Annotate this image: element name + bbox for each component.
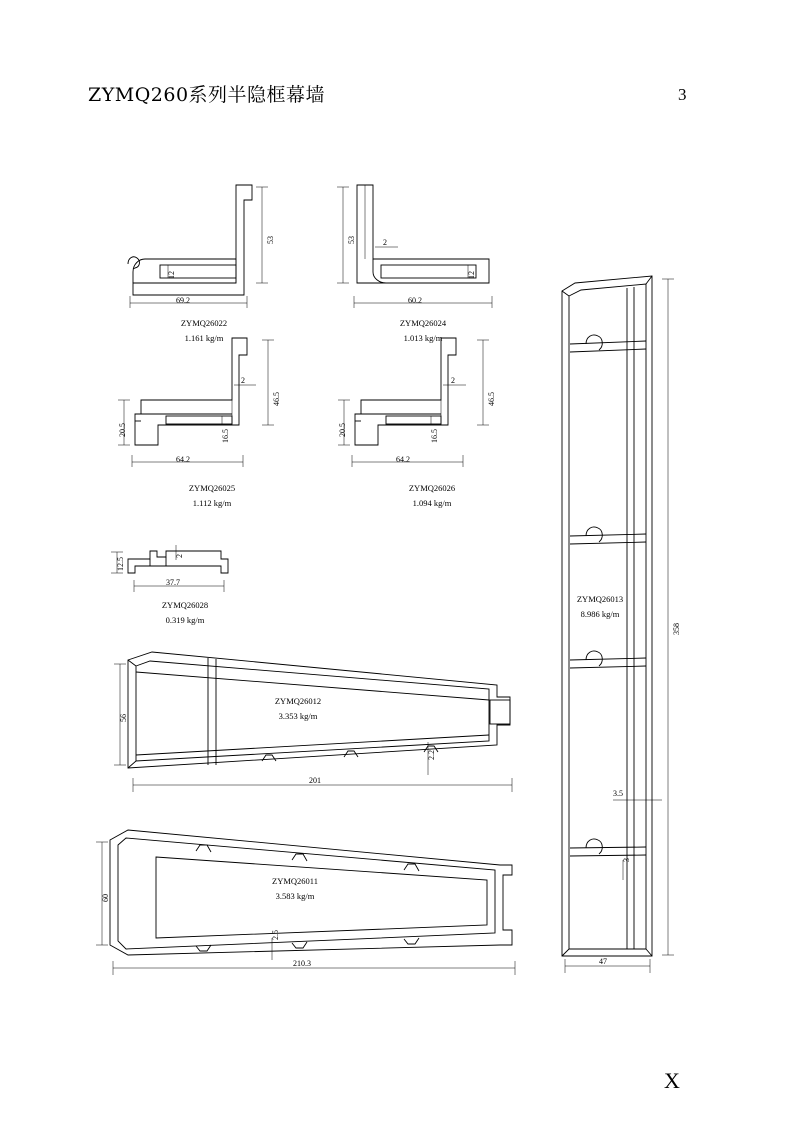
code-zymq26024: ZYMQ26024 <box>399 318 447 328</box>
code-zymq26025: ZYMQ26025 <box>188 483 236 493</box>
dim-p13-width: 47 <box>599 957 607 966</box>
dim-p25-inner: 16.5 <box>221 429 230 443</box>
dim-p11-height: 60 <box>101 894 110 902</box>
dim-p13-height: 358 <box>672 623 681 635</box>
dim-p25-width: 64.2 <box>176 455 190 464</box>
dim-p24-height: 53 <box>347 236 356 244</box>
weight-zymq26024: 1.013 kg/m <box>403 333 443 343</box>
weight-zymq26012: 3.353 kg/m <box>278 711 318 721</box>
weight-zymq26028: 0.319 kg/m <box>165 615 205 625</box>
dim-p28-thickness: 2 <box>175 554 184 558</box>
weight-zymq26022: 1.161 kg/m <box>184 333 224 343</box>
dim-p22-height: 53 <box>266 236 275 244</box>
dim-p22-inner: 12 <box>167 271 176 279</box>
weight-zymq26025: 1.112 kg/m <box>192 498 232 508</box>
dim-p24-thickness: 2 <box>383 238 387 247</box>
code-zymq26012: ZYMQ26012 <box>274 696 322 706</box>
dim-p25-thickness: 2 <box>241 376 245 385</box>
dim-p26-thickness: 2 <box>451 376 455 385</box>
dim-p25-height: 46.5 <box>272 392 281 406</box>
dim-p13-thickness-b: 3 <box>622 858 631 862</box>
dim-p28-height: 12.5 <box>116 557 125 571</box>
code-zymq26013: ZYMQ26013 <box>576 594 624 604</box>
dim-p22-width: 69.2 <box>176 296 190 305</box>
dim-p26-height: 46.5 <box>487 392 496 406</box>
weight-zymq26026: 1.094 kg/m <box>412 498 452 508</box>
code-zymq26011: ZYMQ26011 <box>272 876 318 886</box>
code-zymq26028: ZYMQ26028 <box>161 600 209 610</box>
dim-p11-width: 210.3 <box>293 959 311 968</box>
dim-p25-left: 20.5 <box>118 423 127 437</box>
caption-zymq26013 <box>545 592 655 622</box>
dim-p28-width: 37.7 <box>166 578 180 587</box>
dim-p12-height: 56 <box>119 714 128 722</box>
code-zymq26022: ZYMQ26022 <box>180 318 228 328</box>
dim-p11-thickness: 2.5 <box>271 930 280 940</box>
page-mark: X <box>664 1068 680 1093</box>
page-title: ZYMQ260系列半隐框幕墙 <box>88 84 326 106</box>
dim-p26-inner: 16.5 <box>430 429 439 443</box>
dim-p24-inner: 12 <box>467 271 476 279</box>
dim-p12-thickness: 2.2 <box>427 750 436 760</box>
weight-zymq26011: 3.583 kg/m <box>275 891 315 901</box>
code-zymq26026: ZYMQ26026 <box>408 483 456 493</box>
page-number: 3 <box>678 85 687 104</box>
dim-p12-width: 201 <box>309 776 321 785</box>
dim-p13-thickness-a: 3.5 <box>613 789 623 798</box>
dim-p26-left: 20.5 <box>338 423 347 437</box>
dim-p26-width: 64.2 <box>396 455 410 464</box>
dim-p24-width: 60.2 <box>408 296 422 305</box>
weight-zymq26013: 8.986 kg/m <box>580 609 620 619</box>
